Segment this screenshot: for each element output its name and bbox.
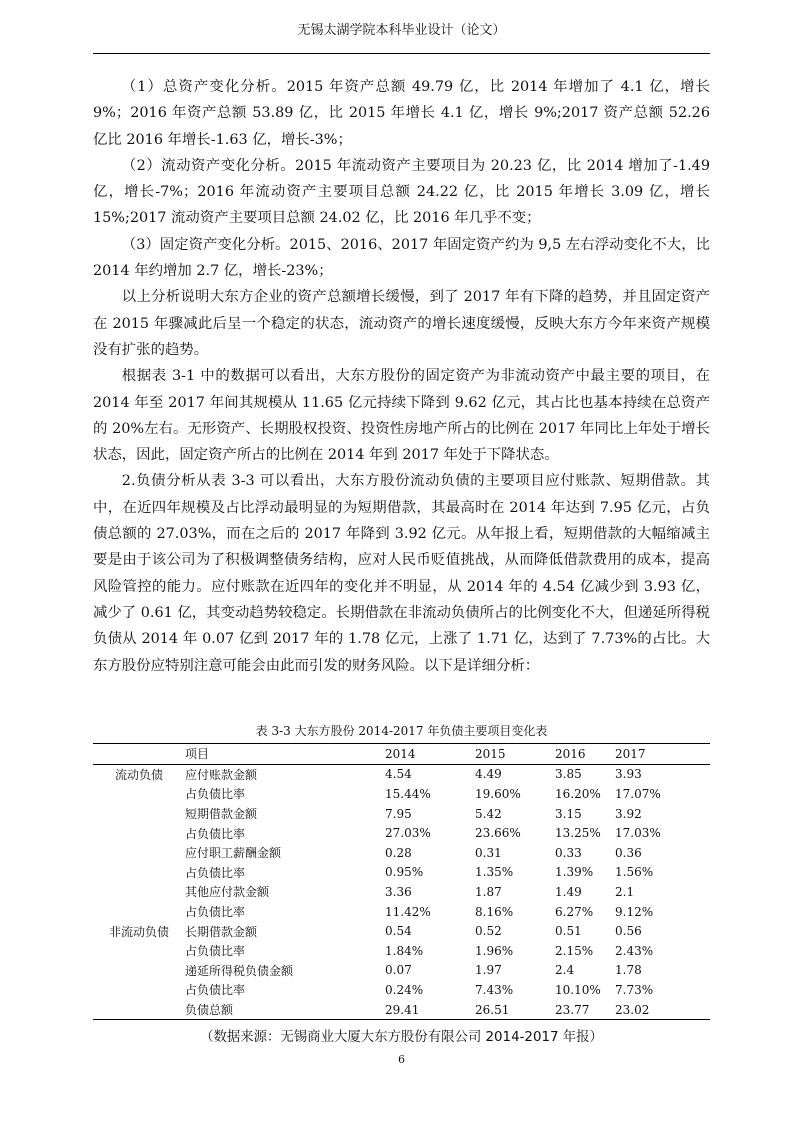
category-cell: 非流动负债 — [108, 924, 169, 939]
table-row — [93, 823, 710, 843]
item-cell: 占负债比率 — [185, 944, 246, 959]
value-2017: 23.02 — [615, 1000, 710, 1020]
value-2014: 7.95 — [385, 806, 412, 821]
category-cell — [93, 980, 185, 1000]
category-cell — [93, 902, 185, 922]
column-header: 2017 — [615, 744, 710, 765]
liabilities-table — [93, 743, 710, 1020]
value-2016: 1.49 — [555, 884, 582, 899]
item-cell: 应付职工薪酬金额 — [185, 846, 282, 861]
table-row — [93, 980, 710, 1000]
value-2017: 0.56 — [615, 924, 642, 939]
table-row — [93, 941, 710, 961]
value-2016: 0.51 — [555, 924, 582, 939]
value-2015: 1.87 — [475, 884, 502, 899]
table-row — [93, 863, 710, 883]
value-2014: 0.54 — [385, 924, 412, 939]
value-2017: 2.1 — [615, 884, 635, 899]
value-2017: 1.56% — [615, 865, 654, 880]
value-2015: 19.60% — [475, 786, 521, 801]
value-2015: 0.31 — [475, 845, 502, 860]
body-text — [93, 74, 710, 679]
page-header: 无锡太湖学院本科毕业设计（论文） — [297, 23, 506, 38]
value-2016: 23.77 — [555, 1000, 615, 1020]
value-2017: 9.12% — [615, 904, 654, 919]
category-cell — [93, 843, 185, 863]
value-2016: 3.85 — [555, 767, 582, 782]
value-2014: 0.95% — [385, 865, 424, 880]
paragraph: 2.负债分析从表 3-3 可以看出，大东方股份流动负债的主要项目应付账款、短期借款。其中，在近四年规模及占比浮动最明显的为短期借款，其最高时在 2014 年达到 7.95 亿元，占负债总额的 27.03%，而在之后的 2017 年降到 3.92 亿元。从年报上看，短期借款的大幅缩减主要是由于该公司为了积极调整债务结构，应对人民币贬值挑战，从而降低借款费用的成本，提高风险管控的能力。应付账款在近四年的变化并不明显，从 2014 年的 4.54 亿减少到 3.93 亿，减少了 0.61 亿，其变动趋势较稳定。长期借款在非流动负债所占的比例变化不大，但递延所得税负债从 2014 年 0.07 亿到 2017 年的 1.78 亿元，上涨了 1.71 亿，达到了 7.73%的占比。大东方股份应特别注意可能会由此而引发的财务风险。以下是详细分析： — [93, 473, 710, 674]
category-cell — [93, 882, 185, 902]
category-cell — [93, 941, 185, 961]
paragraph: （2）流动资产变化分析。2015 年流动资产主要项目为 20.23 亿，比 2014 增加了-1.49 亿，增长-7%；2016 年流动资产主要项目总额 24.22 亿，比 2015 年增长 3.09 亿，增长 15%;2017 流动资产主要项目总额 24.02 亿，比 2016 年几乎不变； — [93, 157, 710, 227]
item-cell: 占负债比率 — [185, 826, 246, 841]
data-source-note: （数据来源：无锡商业大厦大东方股份有限公司 2014-2017 年报） — [200, 1030, 603, 1045]
value-2017: 2.43% — [615, 943, 654, 958]
item-cell: 占负债比率 — [185, 865, 246, 880]
item-cell: 占负债比率 — [185, 787, 246, 802]
header-divider — [93, 53, 710, 54]
table-row — [93, 784, 710, 804]
value-2015: 5.42 — [475, 806, 502, 821]
table-row — [93, 1000, 710, 1020]
value-2016: 0.33 — [555, 845, 582, 860]
value-2016: 13.25% — [555, 826, 601, 841]
value-2016: 10.10% — [555, 982, 601, 997]
category-cell — [93, 784, 185, 804]
value-2016: 16.20% — [555, 786, 601, 801]
value-2017: 1.78 — [615, 963, 642, 978]
value-2014: 4.54 — [385, 767, 412, 782]
value-2016: 2.4 — [555, 963, 575, 978]
value-2017: 3.93 — [615, 767, 642, 782]
value-2017: 3.92 — [615, 806, 642, 821]
item-cell: 长期借款金额 — [185, 924, 258, 939]
column-header: 2016 — [555, 744, 615, 765]
table-row — [93, 882, 710, 902]
value-2016: 3.15 — [555, 806, 582, 821]
value-2014: 3.36 — [385, 884, 412, 899]
value-2016: 6.27% — [555, 904, 594, 919]
value-2015: 23.66% — [475, 826, 521, 841]
value-2014: 0.24% — [385, 982, 424, 997]
category-cell — [93, 1000, 185, 1020]
value-2015: 4.49 — [475, 767, 502, 782]
table-row — [93, 804, 710, 824]
paragraph: 以上分析说明大东方企业的资产总额增长缓慢，到了 2017 年有下降的趋势，并且固定资产在 2015 年骤减此后呈一个稳定的状态，流动资产的增长速度缓慢，反映大东方今年来资产规模没有扩张的趋势。 — [93, 289, 710, 358]
category-cell — [93, 863, 185, 883]
value-2015: 7.43% — [475, 982, 514, 997]
value-2017: 0.36 — [615, 845, 642, 860]
value-2014: 15.44% — [385, 786, 431, 801]
value-2015: 0.52 — [475, 924, 502, 939]
value-2014: 29.41 — [385, 1000, 475, 1020]
value-2014: 11.42% — [385, 904, 431, 919]
table-row — [93, 843, 710, 863]
value-2016: 1.39% — [555, 865, 594, 880]
column-header: 项目 — [185, 744, 385, 765]
value-2015: 26.51 — [475, 1000, 555, 1020]
category-cell — [93, 961, 185, 981]
item-cell: 其他应付款金额 — [185, 885, 270, 900]
paragraph: 根据表 3-1 中的数据可以看出，大东方股份的固定资产为非流动资产中最主要的项目，在 2014 年至 2017 年间其规模从 11.65 亿元持续下降到 9.62 亿元，其占比也基本持续在总资产的 20%左右。无形资产、长期股权投资、投资性房地产所占的比例在 2017 年同比上年处于增长状态，因此，固定资产所占的比例在 2014 年到 2017 年处于下降状态。 — [93, 368, 710, 464]
table-caption: 表 3-3 大东方股份 2014-2017 年负债主要项目变化表 — [255, 724, 548, 738]
item-cell: 递延所得税负债金额 — [185, 963, 294, 978]
column-header: 2014 — [385, 744, 475, 765]
column-header — [93, 744, 185, 765]
category-cell — [93, 804, 185, 824]
column-header: 2015 — [475, 744, 555, 765]
category-cell: 流动负债 — [114, 767, 163, 782]
value-2015: 1.96% — [475, 943, 514, 958]
value-2014: 0.28 — [385, 845, 412, 860]
value-2014: 0.07 — [385, 963, 412, 978]
value-2015: 1.35% — [475, 865, 514, 880]
category-cell — [93, 823, 185, 843]
item-cell: 短期借款金额 — [185, 807, 258, 822]
item-cell: 占负债比率 — [185, 983, 246, 998]
value-2014: 1.84% — [385, 943, 424, 958]
value-2017: 7.73% — [615, 982, 654, 997]
table-header-row — [93, 744, 710, 765]
paragraph: （1）总资产变化分析。2015 年资产总额 49.79 亿，比 2014 年增加了 4.1 亿，增长 9%；2016 年资产总额 53.89 亿，比 2015 年增长 4.1 亿，增长 9%;2017 资产总额 52.26 亿比 2016 年增长-1.63 亿，增长-3%； — [93, 79, 710, 148]
table-row — [93, 961, 710, 981]
value-2014: 27.03% — [385, 826, 431, 841]
value-2017: 17.07% — [615, 786, 661, 801]
item-cell: 占负债比率 — [185, 905, 246, 920]
value-2016: 2.15% — [555, 943, 594, 958]
page-number: 6 — [398, 1053, 405, 1066]
item-cell: 负债总额 — [185, 1000, 385, 1020]
table-body — [93, 764, 710, 1020]
table-row — [93, 764, 710, 784]
item-cell: 应付账款金额 — [185, 767, 258, 782]
paragraph: （3）固定资产变化分析。2015、2016、2017 年固定资产约为 9,5 左右浮动变化不大，比 2014 年约增加 2.7 亿，增长-23%； — [93, 236, 710, 280]
value-2017: 17.03% — [615, 826, 661, 841]
table-row — [93, 921, 710, 941]
table-row — [93, 902, 710, 922]
value-2015: 1.97 — [475, 963, 502, 978]
value-2015: 8.16% — [475, 904, 514, 919]
